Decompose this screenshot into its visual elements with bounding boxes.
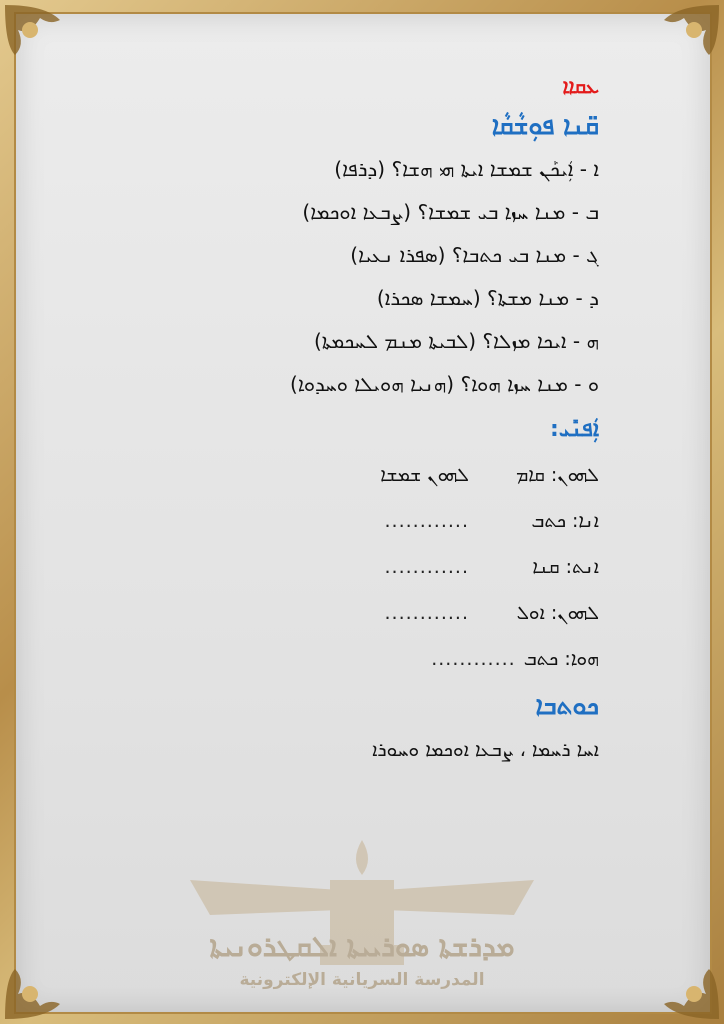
question-3: ܓ - ܡܢܐ ܒܝ ܟܬܒܐ؟ (ܣܦܪܐ ܢܥܝܐ) <box>350 243 599 267</box>
answers-heading: ܐܲܦܢܺܝ: <box>550 417 599 442</box>
lesson-label: ܥܩܐܐ <box>562 74 599 98</box>
question-1: ܐ - ܐܲܝܟܰܢ ܫܡܫܐ ܐܝܬܐ ܗܝ ܗܫܐ؟ (ܕܪܦܐ) <box>334 157 599 181</box>
answer-row-4: ܠܗܘܢ: ܐܘܠ ............ <box>384 602 599 624</box>
watermark-syriac-text: ܡܕܪܫܬܐ ܣܘܪܝܝܬܐ ܐܠܩܛܪܘܢܝܬܐ <box>209 930 515 963</box>
watermark-arabic-text: المدرسة السريانية الإلكترونية <box>239 970 485 990</box>
corner-ornament-icon <box>0 0 90 90</box>
questions-heading: ܩ̈ܢܐ ܦܘܼܫܵܩܵܐ <box>491 111 599 140</box>
exercise-heading: ܟܘܬܒܐ <box>535 691 599 720</box>
answer-row-5: ܗܘܐ: ܟܬܒ ............ <box>431 648 599 670</box>
question-6: ܘ - ܡܢܐ ܚܙܐ ܗܘܐ؟ (ܗܢܝܐ ܗܘܝܠܐ ܘܚܕܘܐ) <box>290 372 599 396</box>
question-5: ܗ - ܐܝܟܐ ܡܙܠܐ؟ (ܠܒܝܬܐ ܡܢܡ ܠܚܟܡܬܐ) <box>314 329 599 353</box>
exercise-sentence: ܐܚܐ ܪܚܡܐ ، ܨܒܥܐ ܐܘܟܡܐ ܘܚܘܪܐ <box>372 739 599 761</box>
answer-row-3: ܐܢܬ: ܩܢܐ ............ <box>384 556 599 578</box>
answer-row-2: ܐܢܐ: ܟܬܒ ............ <box>384 510 599 532</box>
question-4: ܕ - ܡܢܐ ܡܫܬܐ؟ (ܚܡܫܐ ܣܟܪܐ) <box>376 286 599 310</box>
answer-row-1: ܠܗܘܢ: ܩܐܡ ܠܗܘܢ ܫܡܫܐ <box>380 464 599 486</box>
corner-ornament-icon <box>634 0 724 90</box>
lesson-content <box>150 68 599 770</box>
question-2: ܒ - ܡܢܐ ܚܙܐ ܒܝ ܫܡܫܐ؟ (ܨܒܥܐ ܐܘܟܡܐ) <box>302 200 599 224</box>
